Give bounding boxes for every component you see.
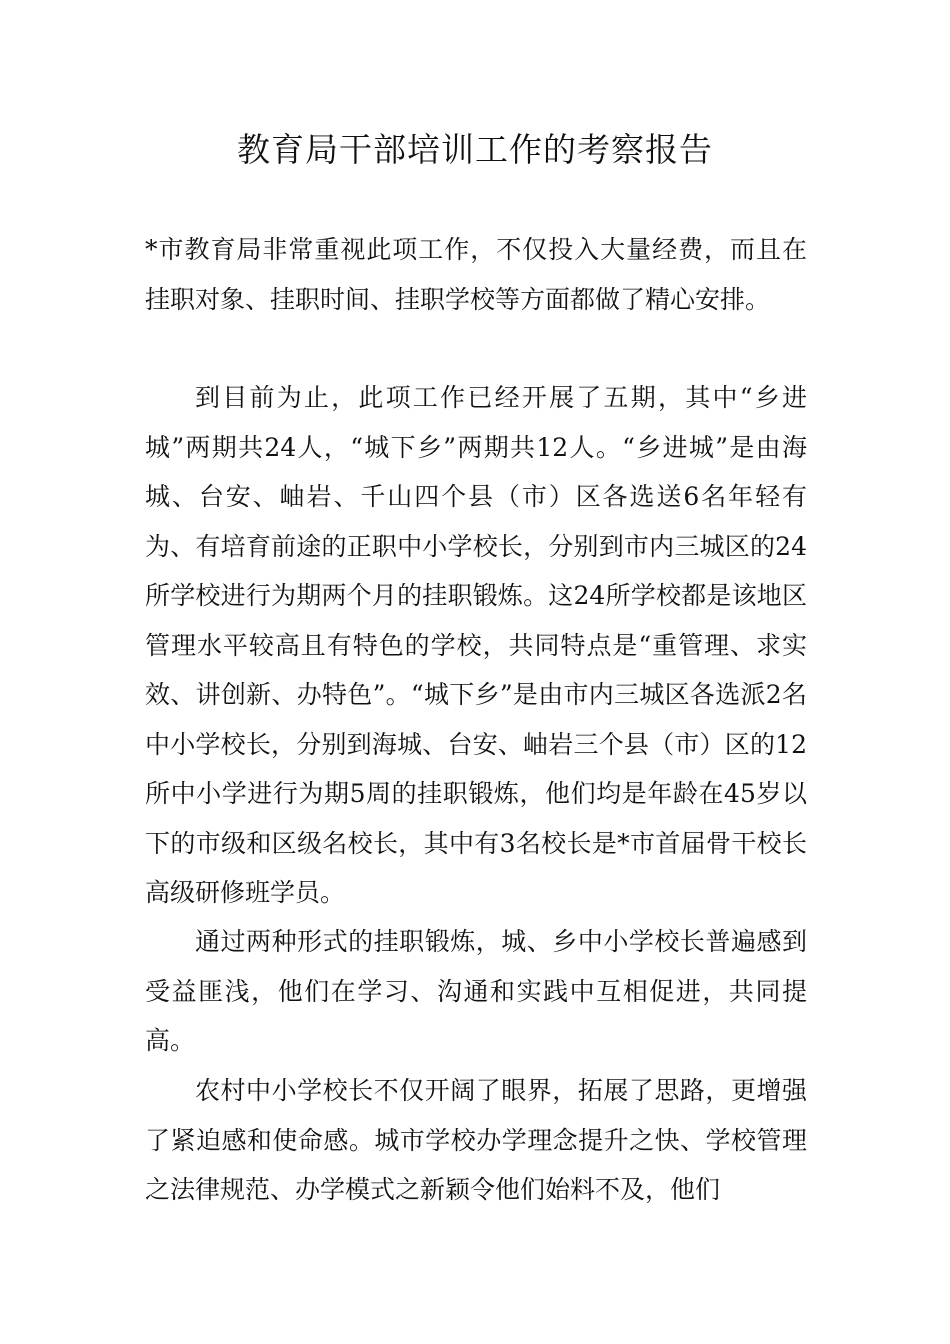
paragraph-3: 通过两种形式的挂职锻炼，城、乡中小学校长普遍感到受益匪浅，他们在学习、沟通和实践中互相促进，共同提高。 (145, 927, 807, 1055)
paragraph-4: 农村中小学校长不仅开阔了眼界，拓展了思路，更增强了紧迫感和使命感。城市学校办学理念提升之快、学校管理之法律规范、办学模式之新颖令他们始料不及，他们 (145, 1076, 807, 1204)
paragraph-2: 到目前为止，此项工作已经开展了五期，其中“乡进城”两期共24人，“城下乡”两期共12人。“乡进城”是由海城、台安、岫岩、千山四个县（市）区各选送6名年轻有为、有培育前途的正职中小学校长，分别到市内三城区的24所学校进行为期两个月的挂职锻炼。这24所学校都是该地区管理水平较高且有特色的学校，共同特点是“重管理、求实效、讲创新、办特色”。“城下乡”是由市内三城区各选派2名中小学校长，分别到海城、台安、岫岩三个县（市）区的12所中小学进行为期5周的挂职锻炼，他们均是年龄在45岁以下的市级和区级名校长，其中有3名校长是*市首届骨干校长高级研修班学员。 (145, 383, 807, 907)
document-title: 教育局干部培训工作的考察报告 (237, 130, 713, 169)
paragraph-1: *市教育局非常重视此项工作，不仅投入大量经费，而且在挂职对象、挂职时间、挂职学校等方面都做了精心安排。 (145, 235, 807, 314)
